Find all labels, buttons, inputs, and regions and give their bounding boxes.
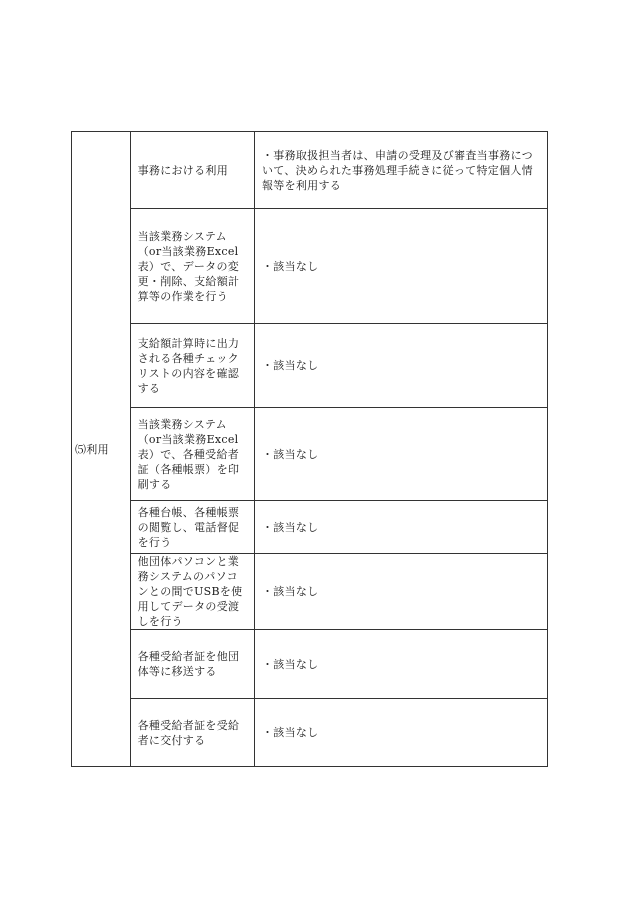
table-row	[72, 408, 548, 501]
note-cell	[254, 209, 547, 324]
note-text: ・該当なし	[261, 520, 319, 534]
note-text: ・該当なし	[261, 657, 319, 671]
table-row	[72, 324, 548, 408]
task-cell: 当該業務システム（or当該業務Excel表）で、データの変更・削除、支給額計算等の作業を行う	[130, 209, 254, 324]
usage-table	[71, 131, 548, 767]
note-text: ・該当なし	[261, 259, 319, 273]
note-cell	[254, 408, 547, 501]
task-cell: 当該業務システム（or当該業務Excel表）で、各種受給者証（各種帳票）を印刷する	[130, 408, 254, 501]
task-cell: 支給額計算時に出力される各種チェックリストの内容を確認する	[130, 324, 254, 408]
table-row	[72, 132, 548, 209]
note-cell	[254, 699, 547, 767]
task-cell: 各種台帳、各種帳票の閲覧し、電話督促を行う	[130, 501, 254, 554]
table-row	[72, 554, 548, 630]
note-cell	[254, 554, 547, 630]
task-cell: 事務における利用	[130, 132, 254, 209]
note-text: ・該当なし	[261, 447, 319, 461]
table-row	[72, 209, 548, 324]
task-cell: 各種受給者証を受給者に交付する	[130, 699, 254, 767]
note-cell	[254, 132, 547, 209]
table-row	[72, 699, 548, 767]
note-cell	[254, 324, 547, 408]
note-text: ・事務取扱担当者は、申請の受理及び審査当事務について、決められた事務処理手続きに従って特定個人情報等を利用する	[261, 148, 533, 192]
note-cell	[254, 501, 547, 554]
note-text: ・該当なし	[261, 359, 319, 372]
task-cell: 他団体パソコンと業務システムのパソコンとの間でUSBを使用してデータの受渡しを行う	[130, 554, 254, 630]
table-row	[72, 630, 548, 699]
table-row	[72, 501, 548, 554]
note-text: ・該当なし	[261, 726, 319, 739]
category-cell	[72, 132, 131, 767]
note-text: ・該当なし	[261, 585, 319, 598]
category-label: ⑸利用	[75, 442, 109, 456]
task-cell: 各種受給者証を他団体等に移送する	[130, 630, 254, 699]
note-cell	[254, 630, 547, 699]
